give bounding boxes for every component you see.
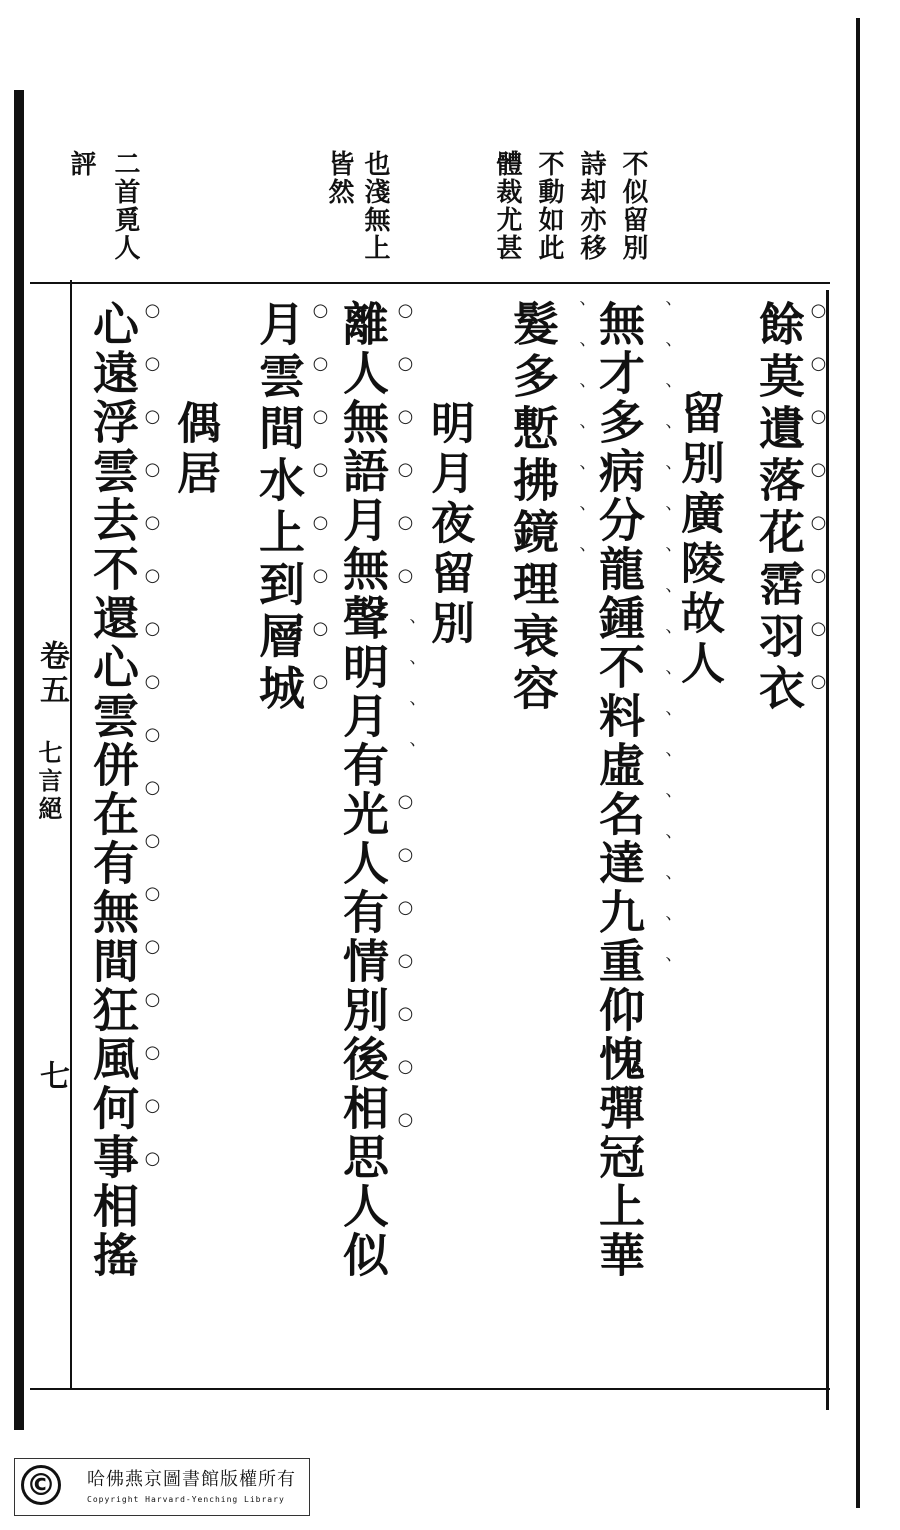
emphasis-dots-col4: 、、、、、、、 [565, 300, 586, 596]
upper-note-f: 皆然 [324, 150, 354, 206]
copyright-text-en: Copyright Harvard-Yenching Library [87, 1495, 285, 1504]
upper-note-c: 不動如此 [534, 150, 564, 262]
emphasis-circles-col7: ○○○○○○○○ [310, 300, 331, 724]
text-column-9: 心遠浮雲去不還心雲併在有無間狂風何事相搖 [86, 300, 140, 1280]
text-column-3: 無才多病分龍鍾不料虛名達九重仰愧彈冠上華 [592, 300, 646, 1280]
upper-note-b: 詩却亦移 [576, 150, 606, 262]
upper-note-e: 也淺無上 [360, 150, 390, 262]
copyright-text-zh: 哈佛燕京圖書館版權所有 [87, 1469, 296, 1490]
text-column-6: 離人無語月無聲明月有光人有情別後相思人似 [336, 300, 390, 1280]
text-column-1: 餘莫遺落花霑羽衣 [752, 300, 806, 716]
margin-volume-label: 卷五 [34, 640, 69, 708]
left-inner-line [70, 280, 72, 1390]
text-column-7: 月雲間水上到層城 [252, 300, 306, 716]
copyright-stamp [14, 1458, 310, 1516]
text-column-4: 髮多慙拂鏡理衰容 [506, 300, 560, 716]
poem-title-liubie-guangling: 留別廣陵故人 [673, 390, 724, 690]
upper-note-g: 二首覓人 [110, 150, 140, 262]
copyright-icon: © [21, 1465, 61, 1505]
emphasis-dots-col3: 、、、、、、、、、、、、、、、、、 [651, 300, 672, 1006]
poem-title-ouju: 偶居 [169, 400, 220, 500]
upper-note-a: 不似留別 [618, 150, 648, 262]
right-border-line [856, 18, 860, 1508]
margin-section-label: 七言絕 [34, 740, 63, 824]
bottom-line [30, 1388, 830, 1390]
upper-note-d: 體裁尤甚 [492, 150, 522, 262]
left-border-line [14, 90, 24, 1430]
emphasis-circles-col1: ○○○○○○○○ [808, 300, 829, 724]
margin-leaf-number: 七 [34, 1060, 69, 1094]
emphasis-circles-col6: ○○○○○○、、、、○○○○○○○ [395, 300, 416, 1162]
upper-note-h: 評 [66, 150, 96, 178]
emphasis-circles-col9: ○○○○○○○○○○○○○○○○○ [142, 300, 163, 1201]
poem-title-mingyue-ye: 明月夜留別 [423, 400, 474, 650]
upper-register-line [30, 282, 830, 284]
